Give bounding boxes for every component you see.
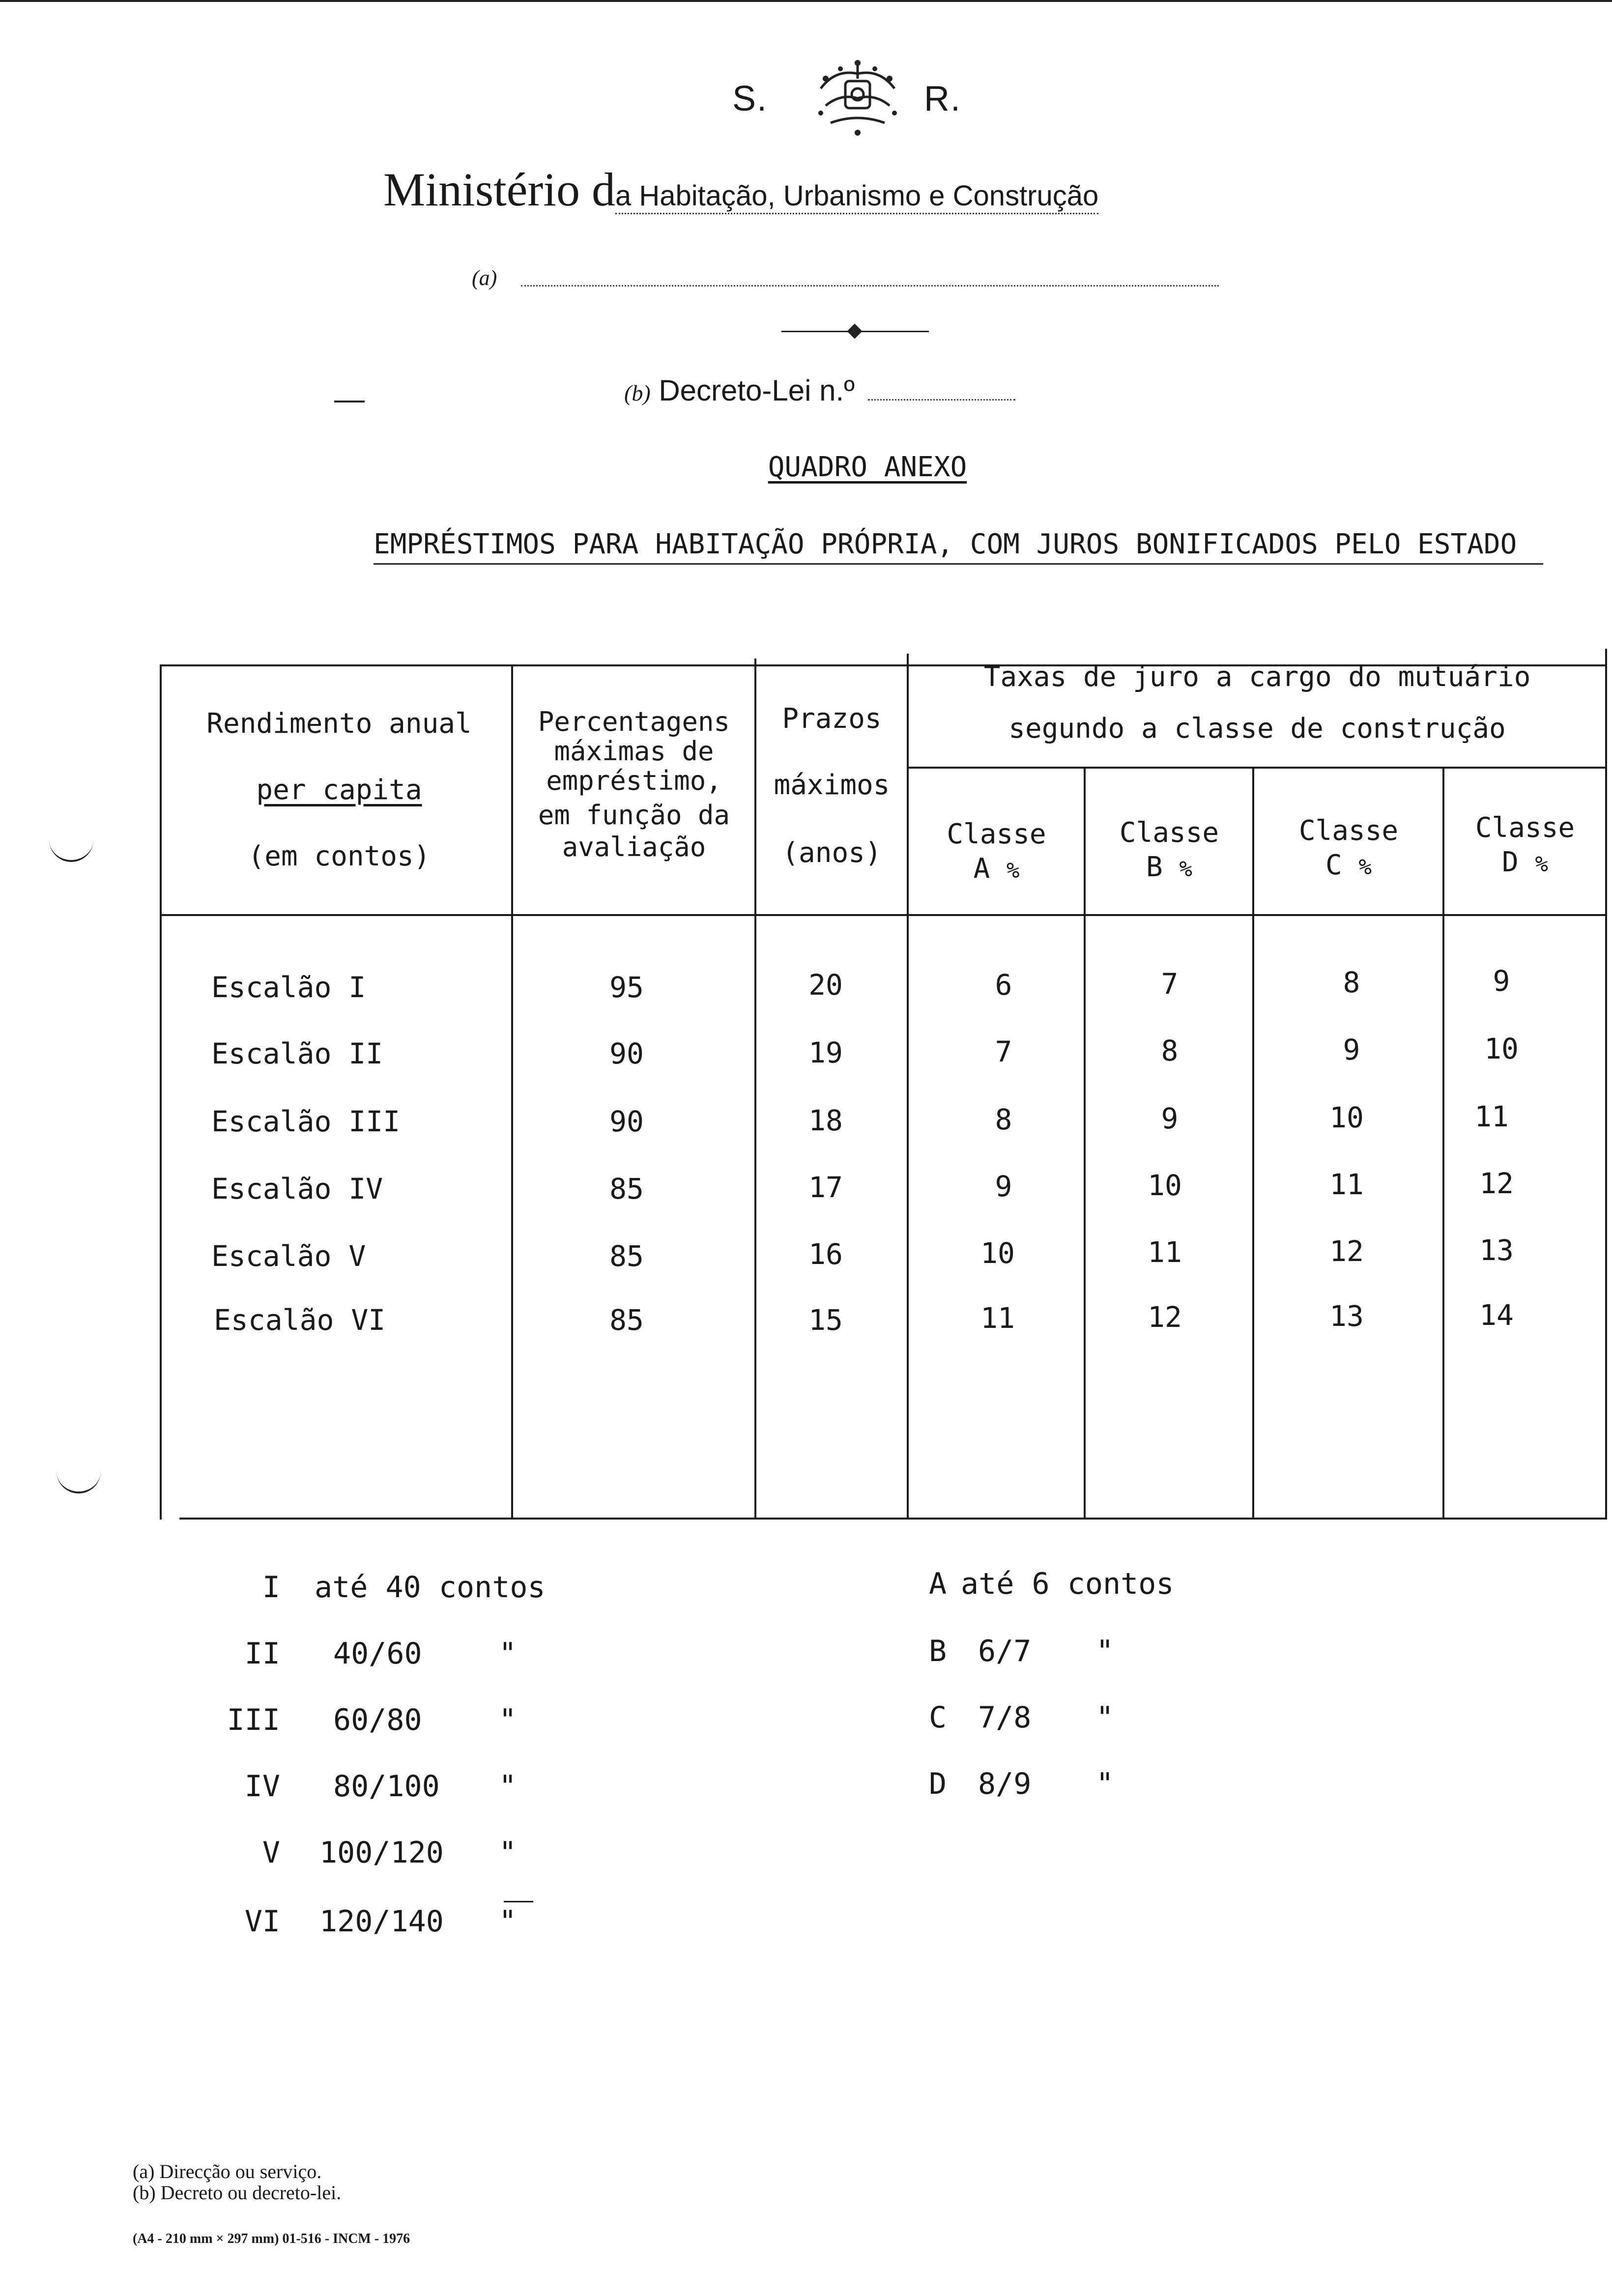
legend-range: até 6 contos: [961, 1567, 1174, 1601]
row-prazo: 15: [808, 1303, 843, 1337]
legend-ditto: ": [499, 1836, 517, 1870]
row-prazo: 16: [808, 1237, 843, 1271]
header-pct-line4: em função da: [538, 800, 730, 831]
direction-label: (a): [472, 266, 497, 290]
quadro-title: QUADRO ANEXO: [768, 451, 967, 483]
class-c-letter: [1255, 849, 1442, 884]
legend-range: 60/80: [333, 1703, 422, 1737]
row-class-c: 12: [1329, 1234, 1364, 1268]
legend-ditto: ": [499, 1769, 517, 1804]
legend-range: até 40 contos: [315, 1570, 546, 1605]
col-sep-4: [1084, 767, 1086, 1520]
legend-letter: D: [929, 1767, 947, 1801]
decreto-line: [624, 373, 1116, 413]
row-pct: 90: [609, 1105, 644, 1138]
ornament-diamond-icon: [847, 323, 862, 339]
row-class-d: 13: [1479, 1234, 1514, 1267]
row-pct: 90: [609, 1037, 644, 1070]
row-pct: 85: [609, 1239, 644, 1273]
row-class-a: 6: [995, 968, 1012, 1002]
class-d-letter-text: D: [1502, 846, 1519, 878]
legend-letter: B: [929, 1634, 947, 1668]
legend-roman: I: [262, 1570, 280, 1605]
subtitle: EMPRÉSTIMOS PARA HABITAÇÃO PRÓPRIA, COM JUROS BONIFICADOS PELO ESTADO: [374, 528, 1543, 565]
legend-range: 80/100: [333, 1769, 440, 1804]
class-d-label: Classe: [1475, 812, 1575, 844]
legend-roman: IV: [244, 1769, 280, 1804]
row-class-c: 10: [1329, 1101, 1364, 1134]
header-pct-line5: avaliação: [562, 832, 706, 862]
table-left-border: [160, 664, 162, 1520]
class-a-unit: %: [1006, 858, 1020, 883]
legend-roman: II: [244, 1636, 280, 1671]
header-term-line3: (anos): [782, 837, 882, 869]
class-b-label: Classe: [1119, 817, 1219, 849]
row-prazo: 17: [808, 1171, 843, 1204]
class-a-letter-text: A: [973, 853, 990, 885]
header-pct-line1: Percentagens: [538, 706, 730, 737]
header-income-line1: Rendimento anual: [206, 708, 472, 740]
legend-ditto: ": [1096, 1634, 1114, 1668]
row-prazo: 18: [808, 1104, 843, 1137]
row-class-a: 11: [980, 1301, 1015, 1335]
ministry-name: a Habitação, Urbanismo e Construção: [615, 180, 1098, 214]
header-term-line1: Prazos: [782, 703, 882, 735]
header-income-line2: per capita: [256, 774, 422, 806]
class-c-letter-text: C: [1325, 849, 1342, 881]
row-class-c: 11: [1329, 1168, 1364, 1201]
header-pct-line3: empréstimo,: [546, 765, 722, 796]
row-class-b: 9: [1161, 1102, 1179, 1135]
row-class-a: 8: [995, 1103, 1012, 1136]
class-a-label: Classe: [947, 818, 1046, 850]
legend-roman: III: [227, 1703, 280, 1737]
row-class-a: 9: [995, 1170, 1012, 1203]
legend-ditto: ": [499, 1703, 517, 1737]
legend-range: 8/9: [978, 1767, 1032, 1801]
footnote-b: (b) Decreto ou decreto-lei.: [133, 2181, 342, 2204]
table-right-border: [1605, 649, 1607, 1520]
decreto-text: Decreto-Lei n.º: [659, 374, 855, 407]
row-class-b: 7: [1161, 967, 1179, 1001]
class-a-letter: [909, 853, 1084, 887]
col-sep-5: [1252, 767, 1254, 1520]
class-b-letter-text: B: [1146, 851, 1163, 883]
legend-range: 7/8: [978, 1700, 1032, 1735]
row-label: Escalão III: [211, 1105, 401, 1138]
row-class-d: 11: [1474, 1100, 1509, 1133]
header-rates-line2: segundo a classe de construção: [1008, 713, 1506, 745]
row-class-c: 8: [1343, 966, 1360, 999]
row-class-d: 10: [1484, 1032, 1519, 1065]
legend-ditto: ": [1096, 1700, 1114, 1735]
legend-letter: C: [929, 1700, 947, 1735]
ornament-line-left: [781, 331, 850, 332]
header-sr: [732, 59, 988, 143]
direction-line: [472, 265, 1238, 300]
row-class-c: 13: [1329, 1299, 1364, 1333]
row-prazo: 19: [808, 1036, 843, 1069]
ministry-title: [383, 162, 1317, 226]
group-separator: [907, 767, 1607, 769]
class-b-unit: %: [1179, 857, 1192, 882]
row-class-c: 9: [1343, 1033, 1360, 1066]
punch-hole-mark: [57, 1467, 101, 1493]
sr-right: R.: [924, 79, 961, 118]
row-label: Escalão IV: [211, 1172, 383, 1205]
left-dash: [334, 401, 365, 402]
legend-roman: VI: [244, 1904, 280, 1939]
header-term-line2: máximos: [774, 769, 890, 801]
ornament-divider: [781, 324, 929, 339]
row-class-a: 7: [995, 1035, 1012, 1068]
ornament-line-right: [861, 331, 929, 332]
row-class-d: 9: [1493, 964, 1510, 998]
legend-range: 6/7: [978, 1634, 1032, 1668]
col-sep-1: [511, 664, 513, 1520]
row-class-b: 8: [1161, 1034, 1179, 1067]
legend-range: 120/140: [319, 1904, 444, 1939]
footnote-a: (a) Direcção ou serviço.: [133, 2160, 322, 2182]
class-d-unit: %: [1535, 852, 1548, 877]
punch-hole-mark: [49, 835, 93, 862]
row-label: Escalão II: [211, 1037, 383, 1070]
row-pct: 95: [609, 971, 644, 1004]
legend-roman: V: [262, 1836, 280, 1870]
imprint: (A4 - 210 mm × 297 mm) 01-516 - INCM - 1976: [133, 2231, 410, 2246]
decreto-dots: [868, 399, 1015, 401]
legend-ditto: ": [499, 1904, 517, 1939]
class-d-letter: [1445, 846, 1605, 881]
top-rule: [0, 0, 1612, 2]
sr-left: S.: [732, 79, 768, 118]
header-income-line3: (em contos): [248, 840, 431, 872]
row-prazo: 20: [808, 968, 843, 1002]
coat-of-arms-icon: [811, 59, 904, 138]
row-class-b: 10: [1148, 1169, 1182, 1202]
col-sep-2: [754, 659, 756, 1520]
table-bottom-border: [179, 1518, 1607, 1520]
header-pct-line2: máximas de: [554, 736, 714, 767]
direction-dots: [521, 285, 1219, 287]
legend-ditto: ": [499, 1636, 517, 1671]
legend-letter: A: [929, 1567, 947, 1601]
row-label: Escalão VI: [214, 1303, 386, 1337]
row-class-b: 11: [1148, 1235, 1182, 1269]
class-b-letter: [1086, 851, 1252, 886]
row-class-d: 14: [1479, 1298, 1514, 1332]
row-pct: 85: [609, 1303, 644, 1337]
legend-range: 40/60: [333, 1636, 422, 1671]
row-label: Escalão V: [211, 1239, 366, 1273]
legend-overbar: [504, 1901, 533, 1902]
row-class-a: 10: [980, 1236, 1015, 1270]
header-separator: [160, 914, 1607, 916]
header-rates-line1: Taxas de juro a cargo do mutuário: [983, 661, 1531, 693]
col-sep-3: [907, 654, 909, 1520]
col-sep-6: [1442, 767, 1444, 1520]
class-c-unit: %: [1358, 855, 1372, 880]
row-class-d: 12: [1479, 1167, 1514, 1200]
legend-ditto: ": [1096, 1767, 1114, 1801]
ministry-prefix: Ministério d: [383, 163, 615, 216]
decreto-marker: (b): [624, 380, 651, 405]
row-label: Escalão I: [211, 971, 366, 1004]
legend-range: 100/120: [319, 1836, 444, 1870]
class-c-label: Classe: [1298, 815, 1399, 847]
row-class-b: 12: [1148, 1300, 1182, 1334]
row-pct: 85: [609, 1172, 644, 1205]
